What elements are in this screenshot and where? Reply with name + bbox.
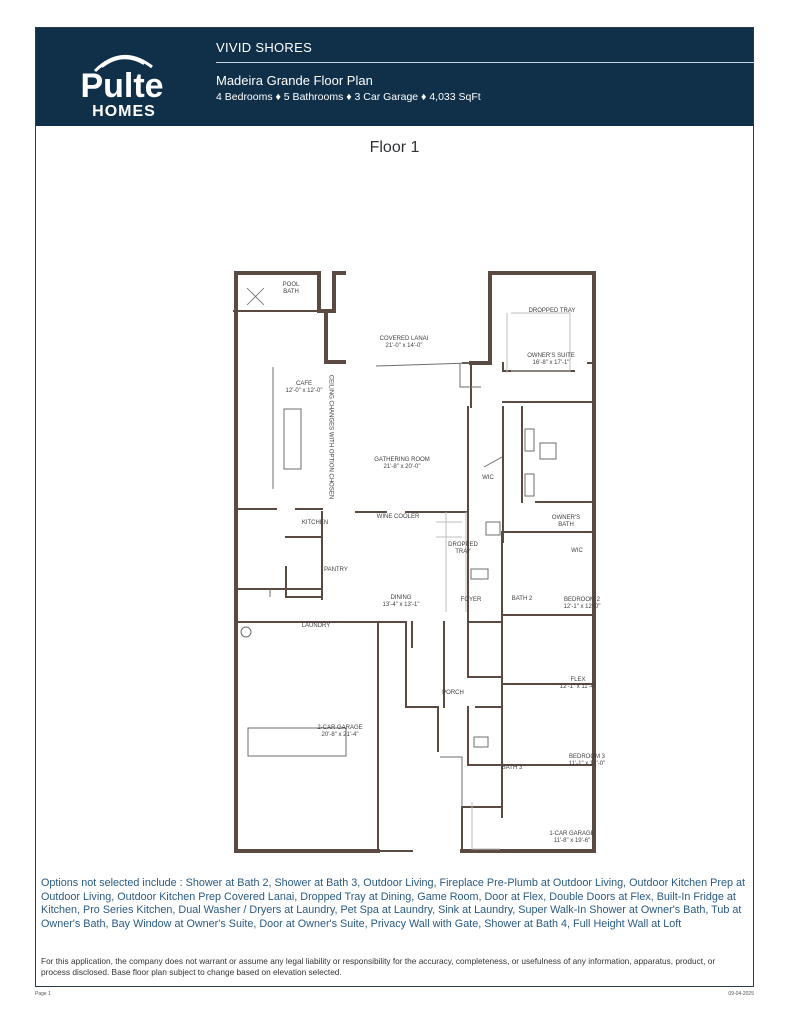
kitchen-label: KITCHEN — [301, 520, 329, 526]
pantry-label: PANTRY — [324, 567, 348, 573]
dropped-tray-dining-label: DROPPED TRAY — [448, 542, 478, 555]
dining-label: DINING 13'-4" x 13'-1" — [382, 595, 420, 608]
print-date: 09-04-2025 — [728, 991, 754, 997]
one-car-garage-label: 1-CAR GARAGE 11'-8" x 19'-6" — [549, 831, 595, 844]
floor-title: Floor 1 — [369, 139, 420, 156]
logo-word-pulte: Pulte — [80, 67, 164, 105]
plan-name: Madeira Grande Floor Plan — [216, 73, 373, 88]
ceiling-note-label: CEILING CHANGES WITH OPTION CHOSEN — [327, 374, 334, 500]
plan-specs: 4 Bedrooms ♦ 5 Bathrooms ♦ 3 Car Garage ♦ 4,033 SqFt — [216, 91, 481, 103]
bedroom-2-label: BEDROOM 2 12'-1" x 12'-0" — [563, 597, 601, 610]
floor-plan-sheet — [35, 27, 754, 987]
options-not-selected: Options not selected include : Shower at Bath 2, Shower at Bath 3, Outdoor Living, Fireplace Pre-Plumb at Outdoor Living, Outdoor Kitchen Prep at Outdoor Living, Outdoor Kitchen Prep Covered Lanai, Dropped Tray at Dining, Game Room, Door at Flex, Double Doors at Flex, Built-In Fridge at Kitchen, Pro Series Kitchen, Dual Washer / Dryers at Laundry, Pet Spa at Laundry, Sink at Laundry, Super Walk-In Shower at Owner's Bath, Tub at Owner's Bath, Bay Window at Owner's Suite, Door at Owner's Suite, Privacy Wall with Gate, Shower at Bath 4, Full Height Wall at Loft — [41, 877, 745, 930]
wic-2-label: WIC — [571, 548, 583, 554]
page-number: Page 1 — [35, 991, 51, 997]
porch-label: PORCH — [442, 690, 464, 696]
pool-bath-label: POOL BATH — [282, 282, 300, 295]
gathering-room-label: GATHERING ROOM 21'-8" x 20'-0" — [374, 457, 430, 470]
header-banner — [36, 28, 753, 126]
wic-1-label: WIC — [482, 475, 494, 481]
cafe-label: CAFE 12'-0" x 12'-0" — [285, 381, 323, 394]
wine-cooler-label: WINE COOLER — [376, 514, 420, 520]
owners-suite-label: OWNER'S SUITE 16'-8" x 17'-1" — [527, 353, 575, 366]
bedroom-3-label: BEDROOM 3 11'-1" x 12'-0" — [568, 754, 606, 767]
floor-plan-drawing — [226, 267, 606, 855]
bath-2-label: BATH 2 — [511, 596, 533, 602]
covered-lanai-label: COVERED LANAI 21'-0" x 14'-0" — [379, 336, 429, 349]
flex-label: FLEX 12'-1" x 11'-4" — [559, 677, 597, 690]
disclaimer-text: For this application, the company does not warrant or assume any legal liability or responsibility for the accuracy, completeness, or usefulness of any information, apparatus, product, or process disclosed. Base floor plan subject to change based on elevation selected. — [41, 956, 716, 977]
community-name: VIVID SHORES — [216, 40, 313, 55]
owners-suite-tray-label: DROPPED TRAY — [528, 308, 576, 314]
header-divider — [216, 62, 755, 63]
two-car-garage-label: 2-CAR GARAGE 20'-8" x 21'-4" — [317, 725, 363, 738]
laundry-label: LAUNDRY — [301, 623, 331, 629]
foyer-label: FOYER — [460, 597, 482, 603]
logo-word-homes: HOMES — [92, 103, 156, 120]
owners-bath-label: OWNER'S BATH — [551, 515, 581, 528]
pulte-homes-logo — [78, 42, 170, 120]
bath-3-label: BATH 3 — [501, 765, 523, 771]
